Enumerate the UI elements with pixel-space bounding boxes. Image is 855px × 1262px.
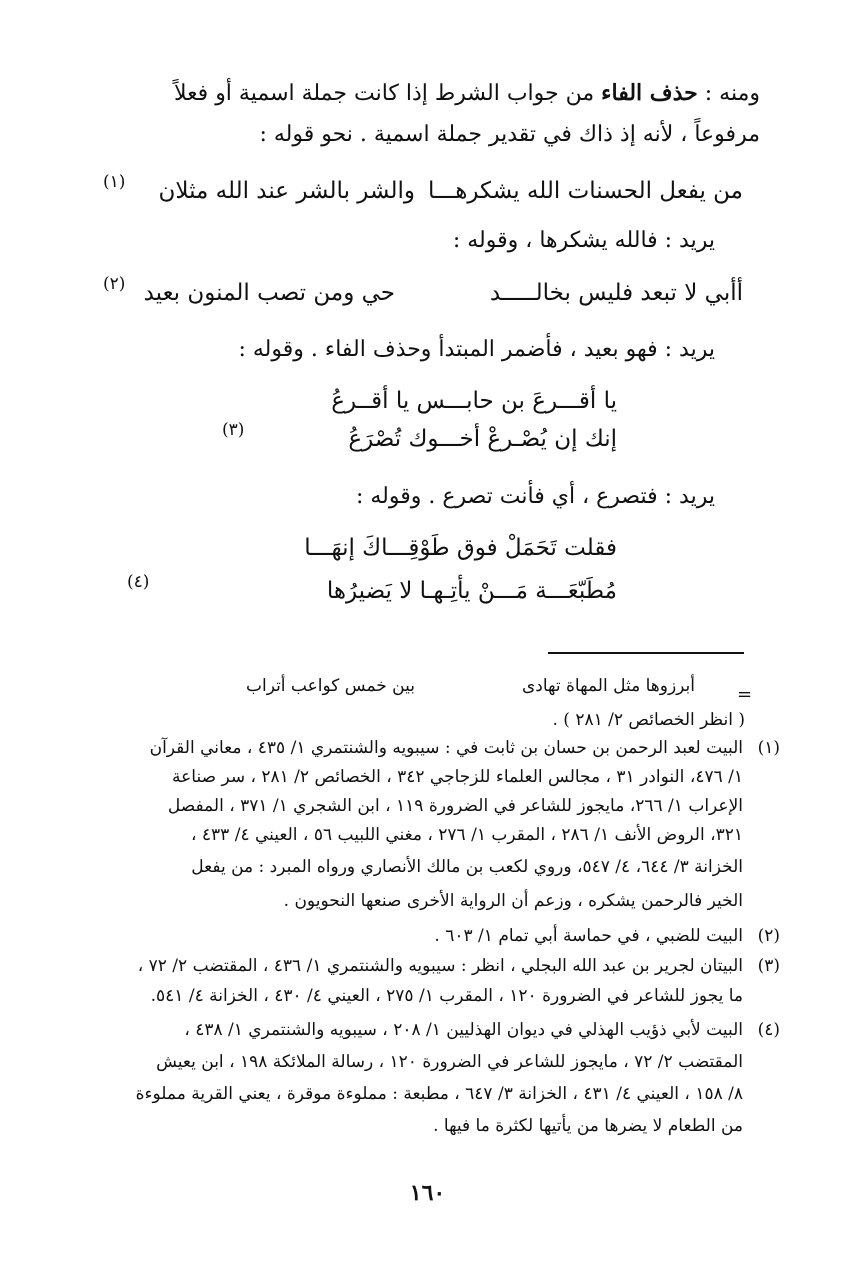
text-rest: من جواب الشرط إذا كانت جملة اسمية أو فعلاً: [173, 81, 602, 106]
text-prefix: ومنه :: [697, 81, 760, 106]
footnote-1-line: البيت لعبد الرحمن بن حسان بن ثابت في : سيبويه والشنتمري ١/ ٤٣٥ ، معاني القرآن: [149, 738, 743, 758]
explanation-line-2: يريد : فهو بعيد ، فأضمر المبتدأ وحذف الفاء . وقوله :: [238, 337, 715, 362]
footnote-4-line: ٨/ ١٥٨ ، العيني ٤/ ٤٣١ ، الخزانة ٣/ ٦٤٧ ، مطبعة : مملوءة موقرة ، يعني القرية مملوءة: [135, 1084, 743, 1104]
verse-2-footnote-ref: (٢): [103, 274, 126, 294]
footnote-2-number: (٢): [757, 926, 780, 946]
verse-3-line-2: إنك إن يُصْـرعْ أخـــوك تُصْرَعُ: [348, 426, 617, 452]
page-number: ١٦٠: [409, 1180, 446, 1206]
footnote-3-line: ما يجوز للشاعر في الضرورة ١٢٠ ، المقرب ١/ ٢٧٥ ، العيني ٤/ ٤٣٠ ، الخزانة ٤/ ٥٤١.: [150, 986, 743, 1006]
verse-3-line-1: يا أقـــرعَ بن حابـــس يا أقــرعُ: [331, 388, 617, 414]
footnote-3-line: البيتان لجرير بن عبد الله البجلي ، انظر : سيبويه والشنتمري ١/ ٤٣٦ ، المقتضب ٢/ ٧٢ ،: [137, 956, 743, 976]
continuation-mark: =: [737, 684, 753, 705]
footnote-2-line: البيت للضبي ، في حماسة أبي تمام ١/ ٦٠٣ .: [434, 926, 743, 946]
verse-4-line-1: فقلت تَحَمَلْ فوق طَوْقِـــاكَ إنهَـــا: [304, 535, 617, 561]
verse-1-second-hemistich: والشر بالشر عند الله مثلان: [158, 178, 415, 204]
footnote-1-line: ١/ ٤٧٦، النوادر ٣١ ، مجالس العلماء للزجاجي ٣٤٢ ، الخصائص ٢/ ٢٨١ ، سر صناعة: [172, 767, 743, 787]
footnote-cont-verse-first: أبرزوها مثل المهاة تهادى: [522, 676, 695, 696]
paragraph-line-1: [174, 80, 760, 106]
verse-4-footnote-ref: (٤): [127, 572, 150, 592]
footnote-1-line: الخير فالرحمن يشكره ، وزعم أن الرواية الأخرى صنعها النحويون .: [283, 891, 743, 911]
verse-2-first-hemistich: أأبي لا تبعد فليس بخالـــــد: [489, 280, 743, 306]
explanation-line-1: يريد : فالله يشكرها ، وقوله :: [452, 228, 715, 253]
verse-1-first-hemistich: من يفعل الحسنات الله يشكرهـــا: [428, 178, 743, 204]
footnote-1-line: ٣٢١، الروض الأنف ١/ ٢٨٦ ، المقرب ١/ ٢٧٦ ، مغني اللبيب ٥٦ ، العيني ٤/ ٤٣٣ ،: [191, 825, 743, 845]
footnote-cont-verse-second: بين خمس كواعب أتراب: [245, 676, 415, 696]
verse-4-line-2: مُطَبّعَـــة مَـــنْ يأتِـهـا لا يَضيرُها: [326, 578, 617, 604]
verse-3-footnote-ref: (٣): [222, 420, 245, 440]
bold-term: حذف الفاء: [601, 80, 698, 106]
footnote-3-number: (٣): [757, 956, 780, 976]
explanation-line-3: يريد : فتصرع ، أي فأنت تصرع . وقوله :: [355, 484, 715, 509]
footnote-1-line: الإعراب ١/ ٢٦٦، مايجوز للشاعر في الضرورة ١١٩ ، ابن الشجري ١/ ٣٧١ ، المفصل: [167, 796, 743, 816]
footnote-cont-reference: ( انظر الخصائص ٢/ ٢٨١ ) .: [552, 710, 745, 730]
paragraph-line-2: مرفوعاً ، لأنه إذ ذاك في تقدير جملة اسمية . نحو قوله :: [259, 122, 760, 147]
footnote-4-line: البيت لأبي ذؤيب الهذلي في ديوان الهذليين ١/ ٢٠٨ ، سيبويه والشنتمري ١/ ٤٣٨ ،: [184, 1020, 743, 1040]
verse-2-second-hemistich: حي ومن تصب المنون بعيد: [143, 280, 395, 306]
footnote-separator: [548, 652, 744, 654]
footnote-1-number: (١): [757, 738, 780, 758]
footnote-4-line: من الطعام لا يضرها من يأتيها لكثرة ما فيها .: [433, 1116, 743, 1136]
footnote-4-line: المقتضب ٢/ ٧٢ ، مايجوز للشاعر في الضرورة ١٢٠ ، رسالة الملائكة ١٩٨ ، ابن يعيش: [156, 1052, 743, 1072]
footnote-4-number: (٤): [757, 1020, 780, 1040]
verse-1-footnote-ref: (١): [103, 172, 126, 192]
footnote-1-line: الخزانة ٣/ ٦٤٤، ٤/ ٥٤٧، وروي لكعب بن مالك الأنصاري ورواه المبرد : من يفعل: [191, 857, 743, 877]
